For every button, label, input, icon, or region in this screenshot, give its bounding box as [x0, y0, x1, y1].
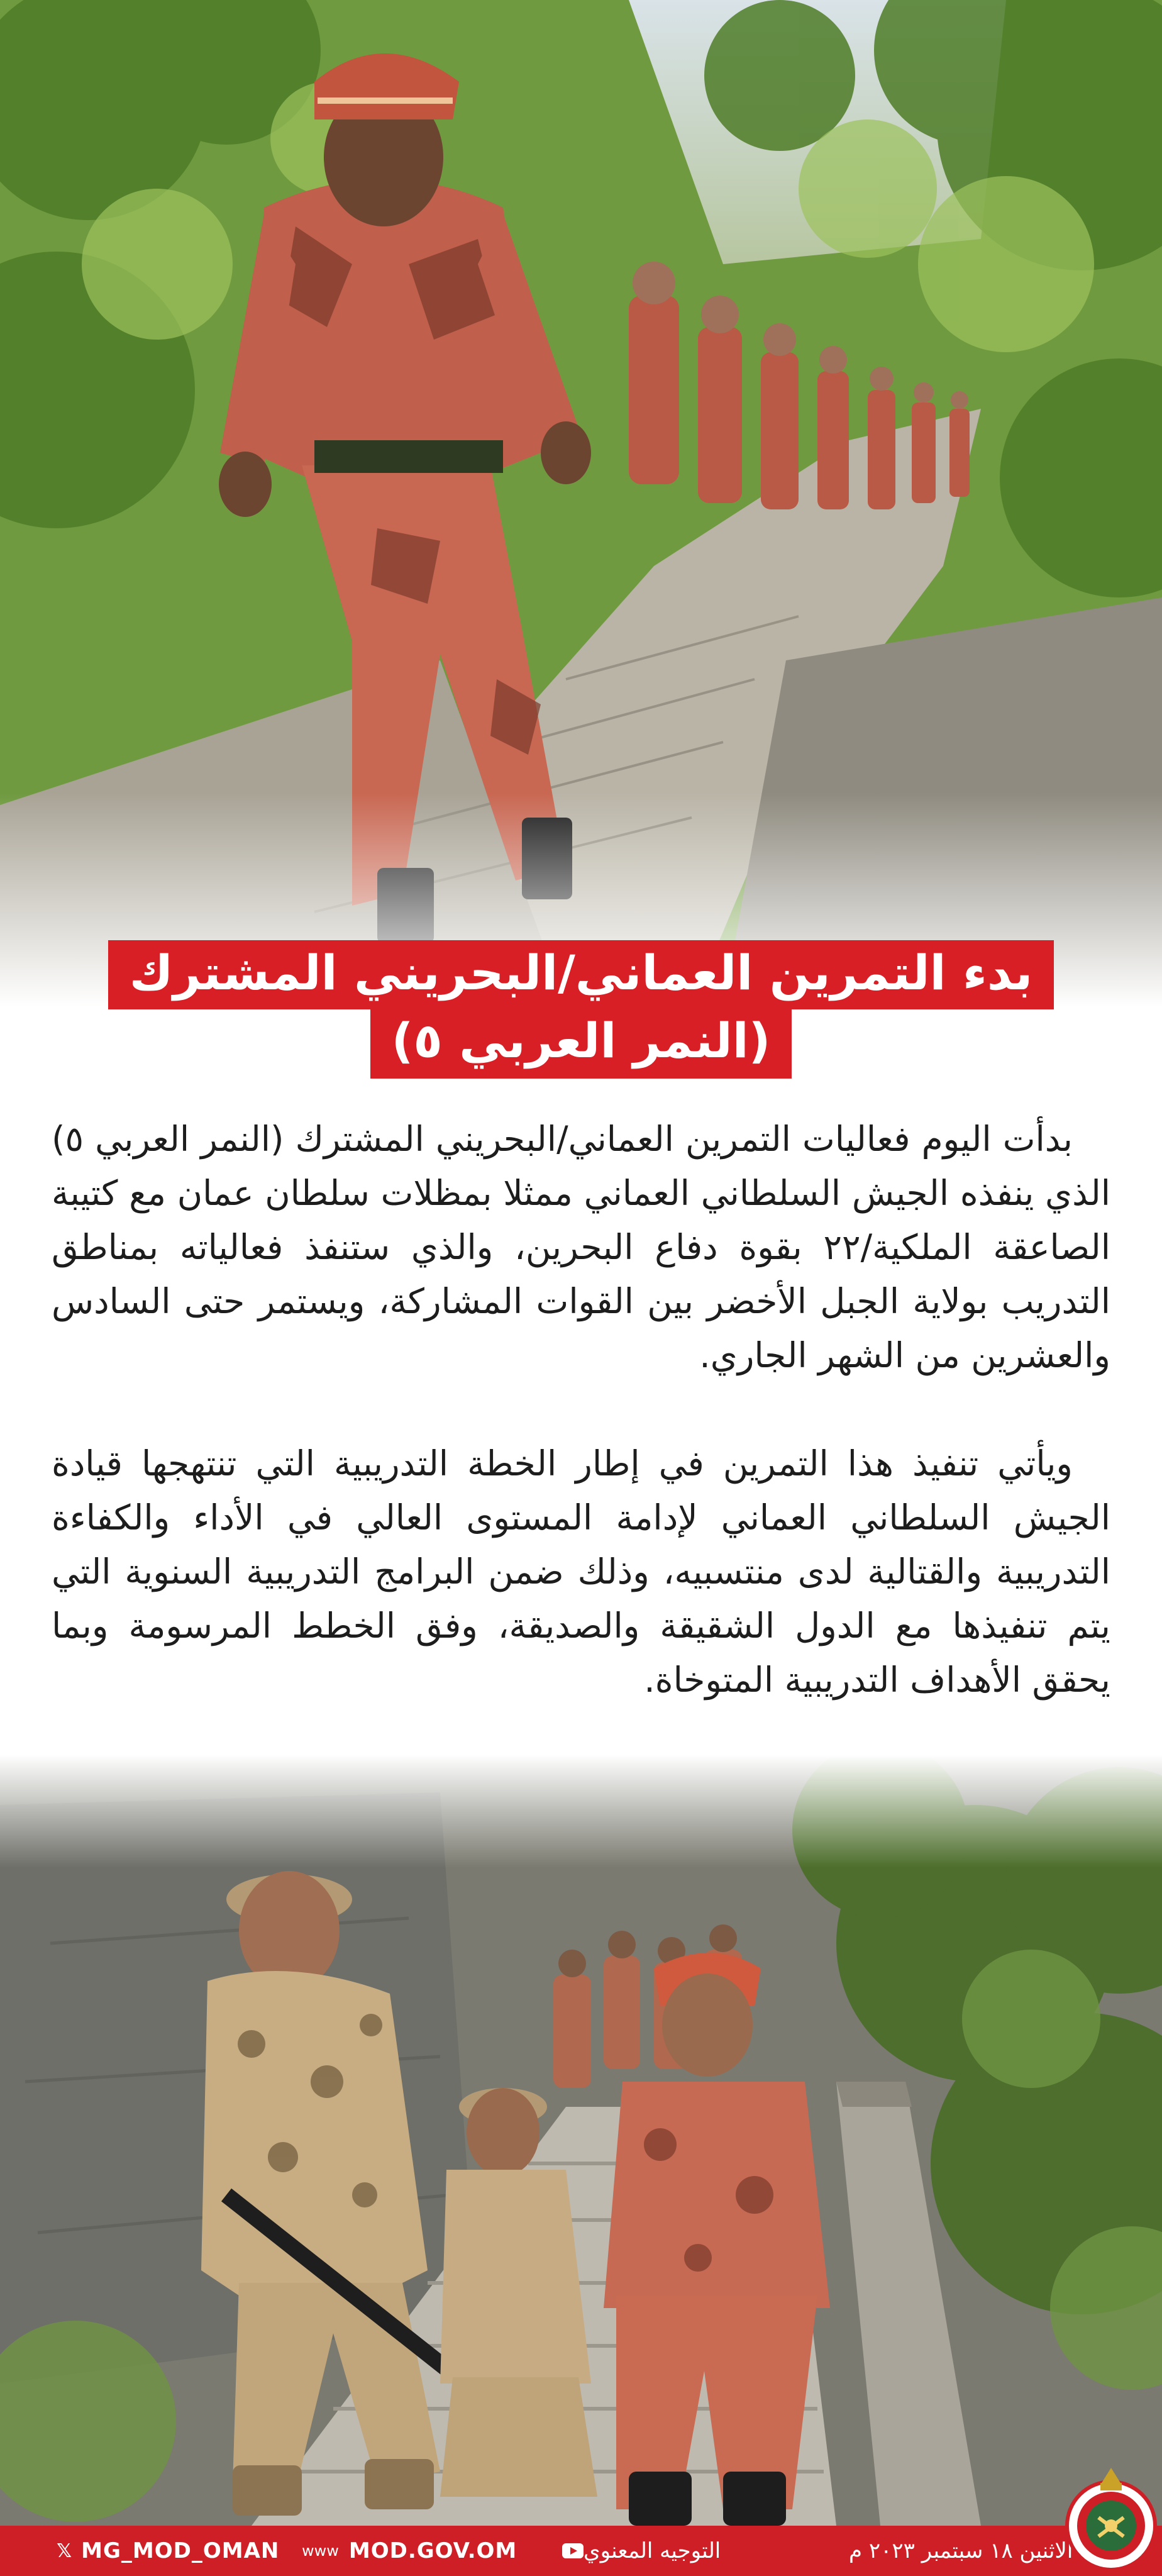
www-prefix: www	[302, 2542, 339, 2560]
youtube-channel[interactable]	[553, 2526, 721, 2576]
x-logo-icon: 𝕏	[57, 2540, 73, 2562]
headline-line-2: (النمر العربي ٥)	[370, 1009, 792, 1079]
article-body	[52, 1112, 1110, 1707]
ministry-emblem-icon	[1064, 2464, 1158, 2572]
publish-date: الاثنين ١٨ سبتمبر ٢٠٢٣ م	[849, 2538, 1073, 2563]
article-paragraph-1: بدأت اليوم فعاليات التمرين العماني/البحريني المشترك (النمر العربي ٥) الذي ينفذه الجيش السلطاني العماني ممثلا بمظلات سلطان عمان مع كتيبة الصاعقة الملكية/٢٢ بقوة دفاع البحرين، والذي ستنفذ فعالياته بمناطق التدريب بولاية الجبل الأخضر بين القوات المشاركة، ويستمر حتى السادس والعشرين من الشهر الجاري.	[52, 1119, 1110, 1375]
top-photo-soldiers-climbing	[0, 0, 1162, 1006]
social-handle[interactable]	[57, 2526, 279, 2576]
bottom-photo-illustration	[0, 1755, 1162, 2526]
footer-bar	[0, 2526, 1162, 2576]
headline	[0, 940, 1162, 1079]
top-photo-illustration	[0, 0, 1162, 1006]
website-domain: MOD.GOV.OM	[348, 2538, 517, 2563]
headline-line-1: بدء التمرين العماني/البحريني المشترك	[108, 940, 1054, 1009]
channel-name: التوجيه المعنوي	[584, 2538, 721, 2563]
website-link[interactable]	[302, 2526, 517, 2576]
youtube-icon	[562, 2543, 584, 2558]
social-handle-text: MG_MOD_OMAN	[81, 2538, 280, 2563]
bottom-photo-soldiers-climbing	[0, 1755, 1162, 2526]
article-paragraph-2: ويأتي تنفيذ هذا التمرين في إطار الخطة التدريبية التي تنتهجها قيادة الجيش السلطاني العماني لإدامة المستوى العالي في الأداء والكفاءة التدريبية والقتالية لدى منتسبيه، وذلك ضمن البرامج التدريبية السنوية التي يتم تنفيذها مع الدول الشقيقة والصديقة، وفق الخطط المرسومة وبما يحقق الأهداف التدريبية المتوخاة.	[52, 1443, 1110, 1700]
